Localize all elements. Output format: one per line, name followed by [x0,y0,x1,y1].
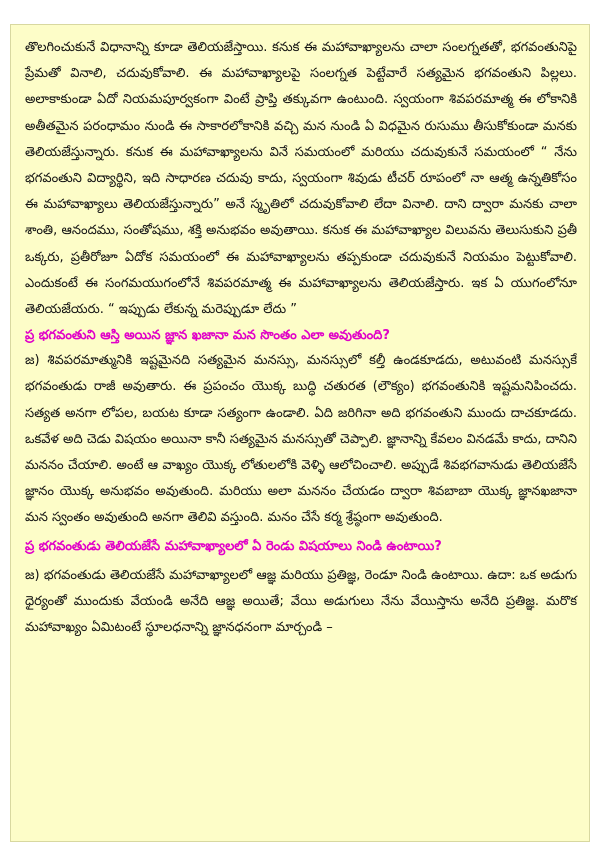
question-2: ప్ర భగవంతుడు తెలియజేసే మహావాఖ్యాలలో ఏ రెండు విషయాలు నిండి ఉంటాయి? [25,538,442,554]
paragraph-intro: తొలగించుకునే విధానాన్ని కూడా తెలియజేస్తాయి. కనుక ఈ మహావాఖ్యాలను చాలా సంలగ్నతతో, భగవంతునిపై ప్రేమతో వినాలి, చదువుకోవాలి. ఈ మహావాఖ్యాలపై సంలగ్నత పెట్టేవారే సత్యమైన భగవంతుని పిల్లలు. అలాకాకుండా ఏదో నియమపూర్వకంగా వింటే ప్రాప్తి తక్కువగా ఉంటుంది. స్వయంగా శివపరమాత్మ ఈ లోకానికి అతీతమైన పరంధామం నుండి ఈ సాకారలోకానికి వచ్చి మన నుండి ఏ విధమైన రుసుము తీసుకోకుండా మనకు తెలియజేస్తున్నారు. కనుక ఈ మహావాఖ్యాలను వినే సమయంలో మరియు చదువుకునే సమయంలో “ నేను భగవంతుని విద్యార్థిని, ఇది సాధారణ చదువు కాదు, స్వయంగా శివుడు టీచర్ రూపంలో నా ఆత్మ ఉన్నతికోసం ఈ మహావాఖ్యాలు తెలియజేస్తున్నారు” అనే స్మృతిలో చదువుకోవాలి లేదా వినాలి. దాని ద్వారా మనకు చాలా శాంతి, ఆనందము, సంతోషము, శక్తి అనుభవం అవుతాయి. కనుక ఈ మహావాఖ్యాల విలువను తెలుసుకుని ప్రతీ ఒక్కరు, ప్రతీరోజూ ఏదోక సమయంలో ఈ మహావాఖ్యాలను తప్పకుండా చదువుకునే నియమం పెట్టుకోవాలి. ఎందుకంటే ఈ సంగమయుగంలోనే శివపరమాత్మ ఈ మహావాఖ్యాలను తెలియజేస్తారు. ఇక ఏ యుగంలోనూ తెలియజేయరు. “ ఇప్పుడు లేకున్న మరెప్పుడూ లేదు ” [25,40,577,318]
document-page [10,24,590,842]
answer-2: జ) భగవంతుడు తెలియజేసే మహావాఖ్యాలలో ఆజ్ఞ మరియు ప్రతిజ్ఞ, రెండూ నిండి ఉంటాయి. ఉదా: ఒక అడుగు ధైర్యంతో ముందుకు వేయండి అనేది ఆజ్ఞ అయితే; వేయి అడుగులు నేను వేయిస్తాను అనేది ప్రతిజ్ఞ. మరొక మహావాఖ్యం ఏమిటంటే స్థూలధనాన్ని జ్ఞానధనంగా మార్చండి – [25,567,577,636]
answer-1: జ) శివపరమాత్మునికి ఇష్టమైనది సత్యమైన మనస్సు, మనస్సులో కల్తీ ఉండకూడదు, అటువంటి మనస్సుకే భగవంతుడు రాజీ అవుతారు. ఈ ప్రపంచం యొక్క బుద్ధి చతురత (లౌక్యం) భగవంతునికి ఇష్టమనిపించదు. సత్యత అనగా లోపల, బయట కూడా సత్యంగా ఉండాలి. ఏది జరిగినా అది భగవంతుని ముందు దాచకూడదు. ఒకవేళ అది చెడు విషయం అయినా కానీ సత్యమైన మనస్సుతో చెప్పాలి. జ్ఞానాన్ని కేవలం వినడమే కాదు, దానిని మననం చేయాలి. అంటే ఆ వాఖ్యం యొక్క లోతులలోకి వెళ్ళి ఆలోచించాలి. అప్పుడే శివభగవానుడు తెలియజేసే జ్ఞానం యొక్క అనుభవం అవుతుంది. మరియు అలా మననం చేయడం ద్వారా శివబాబా యొక్క జ్ఞానఖజానా మన స్వంతం అవుతుంది అనగా తెలివి వస్తుంది. మనం చేసే కర్మ శ్రేష్ఠంగా అవుతుంది. [25,353,577,526]
document-content [25,35,577,641]
question-1: ప్ర భగవంతుని ఆస్తి అయిన జ్ఞాన ఖజానా మన సొంతం ఎలా అవుతుంది? [25,328,390,344]
